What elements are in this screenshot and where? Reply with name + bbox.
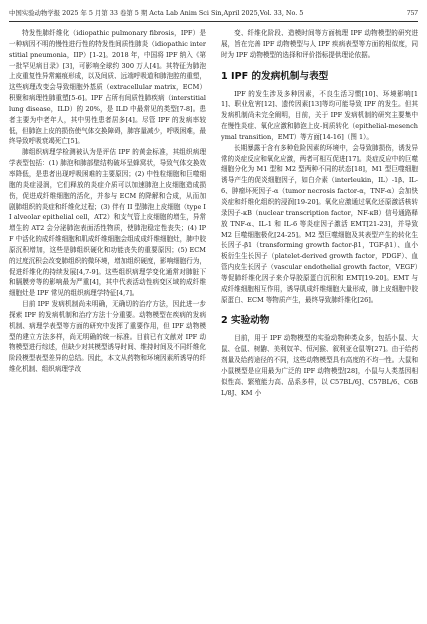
section-heading: 2 实验动物	[221, 315, 270, 327]
paragraph: 肺组织病理学检测被认为是评估 IPF 的黄金标准，其组织病理学表型包括：(1) 肺泡和肺部壁结构破坏呈蜂窝状，导致气体交换效率降低，是患者出现呼吸困难的主要原因；(2) 中性粒细胞和巨噬细胞的炎症浸润，它们释放的炎症介质可以加速肺泡上皮细胞造成损伤，促进成纤维细胞的活化，并参与 ECM 的降解和合成，从而加剧肺组织的炎症和纤维化过程；(3) 伴有 II 型肺泡上皮细胞（type II alveolar epithelial cell，AT2）和支气管上皮细胞的增生，异常增生的 AT2 会分泌肺泡表面活性物质，使肺泡稳定性丧失；(4) IPF 中活化的成纤维细胞和肌成纤维细胞会组成成纤维细胞灶，肺中胶原沉积增加，这些是肺组织硬化和功能丧失的重要原因；(5) ECM 的过度沉积会改变肺组织的微环境，增加组织硬度，影响细胞行为，促进纤维化的持续发展[4,7-9]。这些组织病理学变化通常对肺脏下和膈膜旁等的影响最为严重[4]，其中代表活动性病变区域的成纤维细胞灶是 IPF 常见的组织病理学特征[4,7]。	[9, 148, 206, 298]
paragraph: 特发性肺纤维化（idiopathic pulmonary fibrosis，IPF）是一种病因不明的慢性进行性的特发性间质性肺炎（idiopathic interstitial pneumonia，IIP）[1-2]。2018 年，中国将 IPF 纳入《第一批罕见病目录》[3]，可影响全球约 300 万人[4]。其特征为肺泡上皮重复性异常瘢痕形成，以及间质、远端呼吸道和肺泡腔的重塑，这些病理改变会导致细胞外基质（extracellular matrix，ECM）积聚和病理性肺重塑[5-6]。IPF 占所有间质性肺疾病（interstitial lung disease，ILD）的 20%，是 ILD 中最常见的类型[7-8]。患者主要为中老年人，其中男性患者居多[4]。尽管 IPF 的发病率较低，但肺泡上皮的损伤使气体交换障碍，肺容量减少，呼吸困难，最终导致呼吸衰竭死亡[5]。	[9, 29, 206, 146]
paragraph: 目前 IPF 发病机制尚未明确，无确切的治疗方法，因此进一步探索 IPF 的发病机制和治疗方法十分重要。动物模型在疾病的发病机制、病理学表型等方面的研究中发挥了重要作用，但 IPF 动物模型的建立方法多样，尚无明确的统一标准。目前已有文献对 IPF 动物模型进行综述，但缺少对其模型诱导时间、维持时间及不同纤维化阶段模型表型差异的总结。因此，本文从药物和环境因素所诱导的纤维化机制、组织病理学改	[9, 300, 206, 374]
header-rule	[9, 21, 418, 22]
journal-info: 中国实验动物学报 2025 年 5 月第 33 卷第 5 期 Acta Lab Anim Sci Sin,April 2025,Vol. 33, No. 5	[9, 9, 304, 17]
paragraph: 长期暴露于含有多种危险因素的环境中，会导致肺损伤，诱发异常的炎症反应和氧化应激，两者可相互促进[17]。炎症反应中的巨噬细胞分化为 M1 型和 M2 型两种不同的状态[18]，M1 型巨噬细胞诱导产生的促炎细胞因子，如白介素（interleukin，IL）-1β、IL-6、肿瘤坏死因子-α（tumor necrosis factor-α，TNF-α）会加快炎症和纤维化组织的浸润[19-20]。氧化应激通过氧化还原激活核转录因子-κB（nuclear transcription factor，NF-κB）信号通路释放 TNF-α、IL-1 和 IL-6 等炎症因子激活 EMT[21-23]，并导致 M2 巨噬细胞极化[24-25]。M2 型巨噬细胞及其表型产生的转化生长因子-β1（transforming growth factor-β1，TGF-β1）、血小板衍生生长因子（platelet-derived growth factor，PDGF）、血管内皮生长因子（vascular endothelial growth factor，VEGF）等促肺纤维化因子来介导胶原蛋白沉积和 EMT[19-20]。EMT 与成纤维细胞相互作用，诱导肌成纤维细胞大量形成，肺上皮细胞中胶原蛋白、ECM 等物质产生，最终导致肺纤维化[26]。	[221, 143, 418, 304]
paragraph: IPF 的发生涉及多种因素，不良生活习惯[10]、环境影响[11]、职业危害[12]、遗传因素[13]等均可能导致 IPF 的发生。但其发病机制尚未完全阐明，目前，关于 IPF 发病机制的研究主要集中在慢性炎症、氧化应激和肺泡上皮-间质转化（epithelial-mesenchymal transition，EMT）等方面[14-16]（图 1）。	[221, 89, 418, 141]
paragraph: 变、纤维化阶段、造模时间等方面梳理 IPF 动物模型的研究进展，旨在完善 IPF 动物模型与人 IPF 疾病表型等方面的相似度，同时为 IPF 动物模型的选择和评价指标提供理论依据。	[221, 29, 418, 59]
right-column	[221, 28, 418, 398]
running-header	[9, 6, 418, 20]
section-heading: 1 IPF 的发病机制与表型	[221, 70, 329, 82]
page-number: 757	[406, 8, 418, 17]
paragraph: 目前，用于 IPF 动物模型的实验动物种类众多，包括小鼠、大鼠、仓鼠、树鼩、美利奴羊、恒河猴、叙利亚仓鼠等[27]。由于给药剂量及给药途径的不同，这些动物模型具有高度的不均一性。大鼠和小鼠模型是应用最为广泛的 IPF 动物模型[28]，小鼠与人类基因相似性高、繁殖能力高、品系多样，以 C57BL/6J、C57BL/6、C6BL/8J、KM 小	[221, 334, 418, 397]
left-column	[9, 28, 206, 375]
